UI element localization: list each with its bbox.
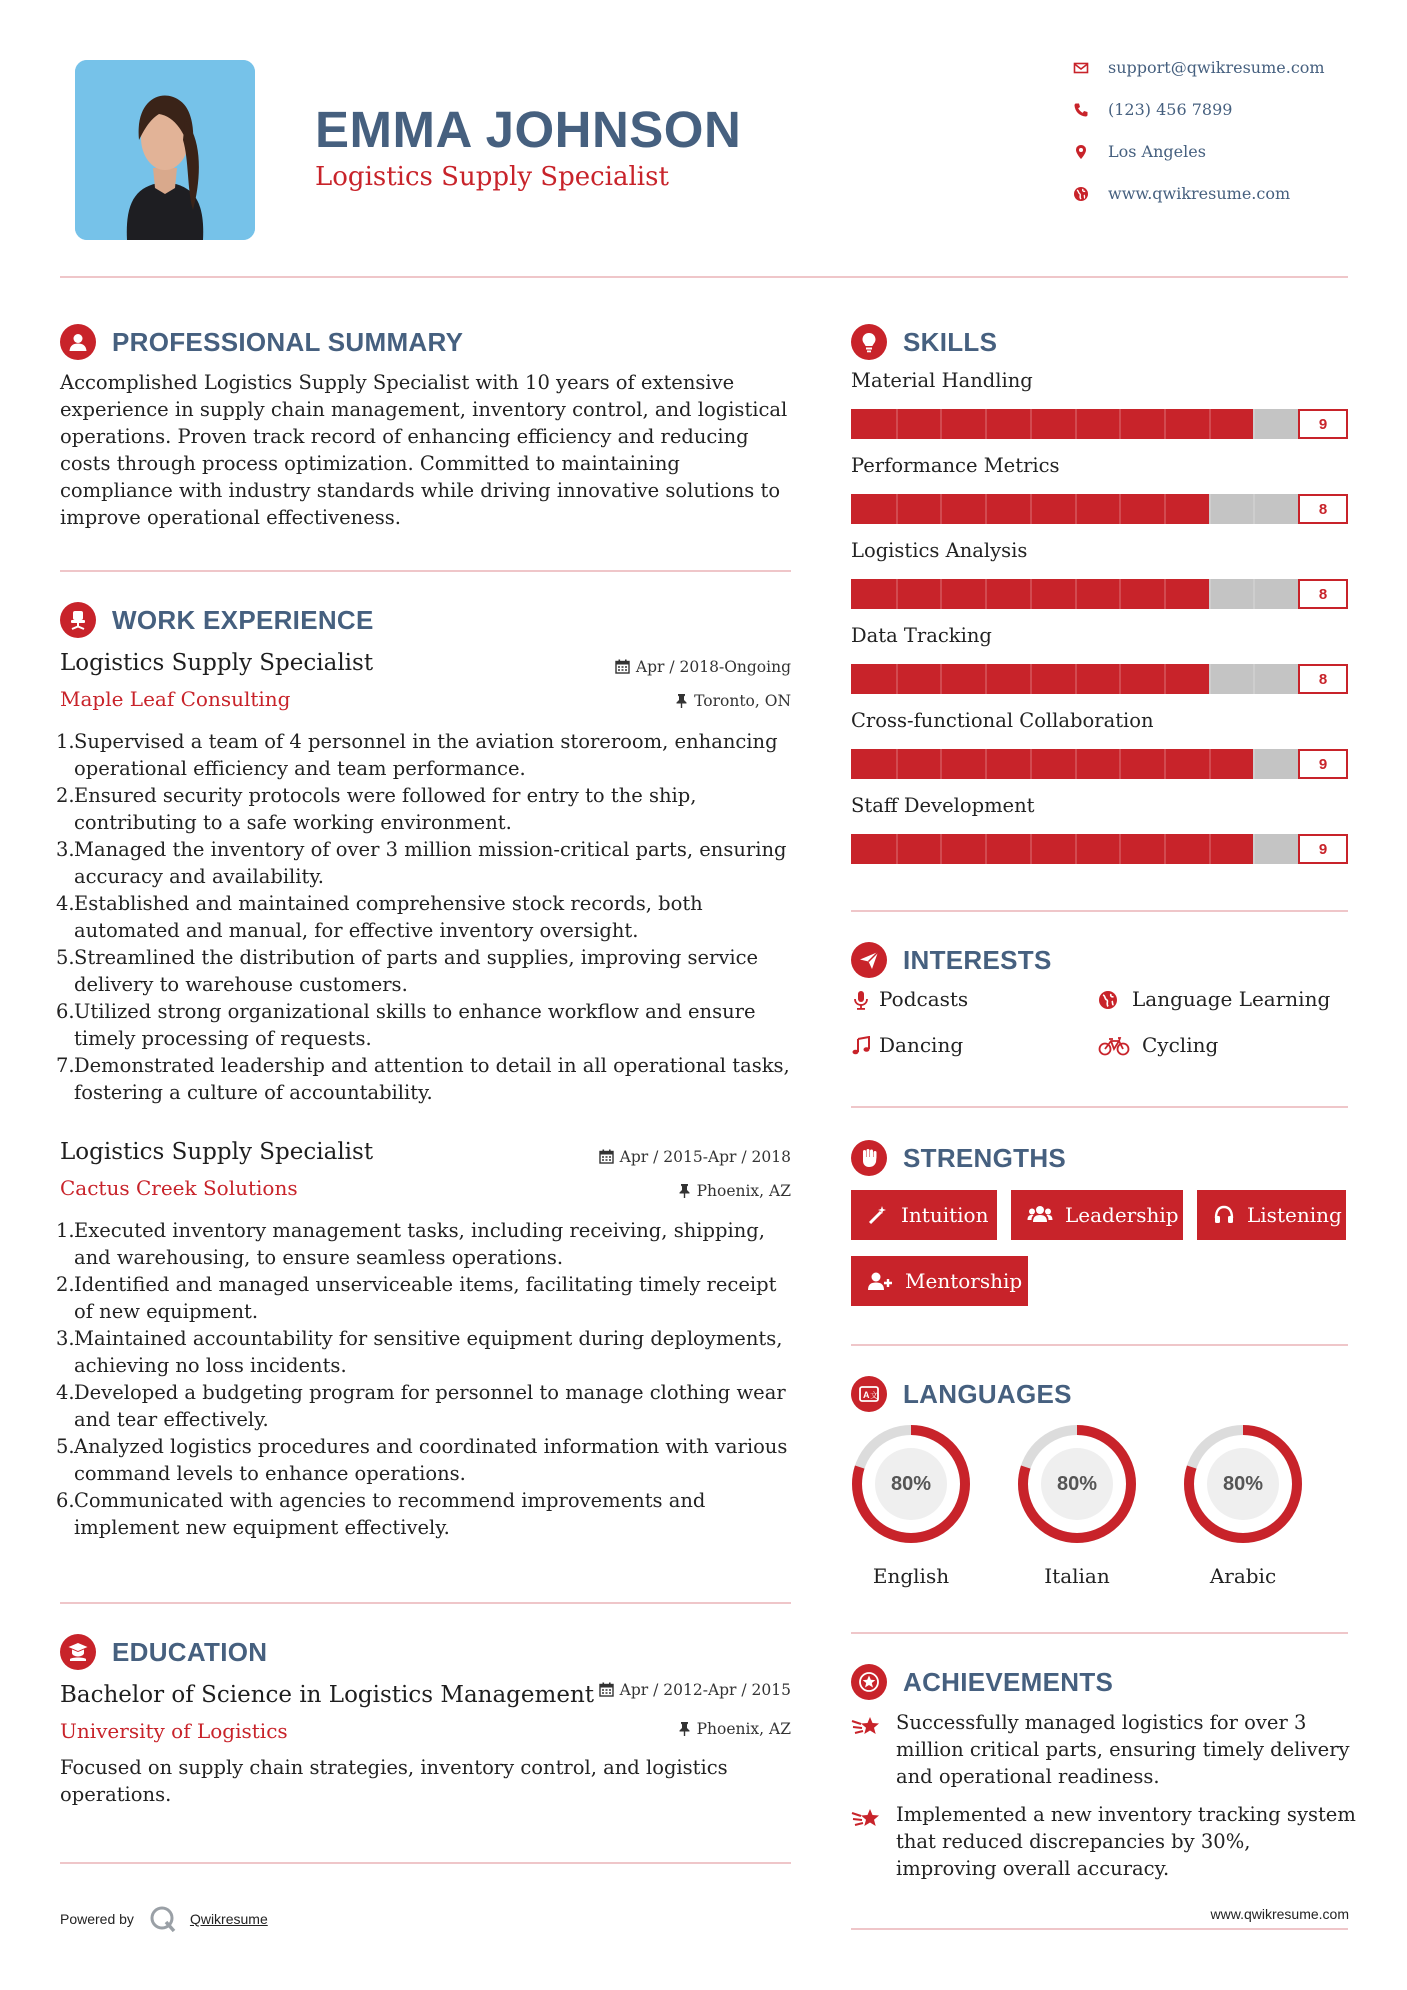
skill-segment-divider <box>1164 409 1166 439</box>
skill-segment-divider <box>1075 834 1077 864</box>
strength-mentorship: Mentorship <box>851 1256 1028 1306</box>
duty-item <box>56 728 796 782</box>
skill-segment-divider <box>1253 409 1255 439</box>
skill-segment-divider <box>1253 664 1255 694</box>
duty-number: 2. <box>56 1273 75 1296</box>
skill-label: Data Tracking <box>851 624 992 647</box>
achievement-1: Successfully managed logistics for over 3 million critical parts, ensuring timely delivery and operational readiness. <box>896 1711 1350 1788</box>
skill-segment-divider <box>1119 834 1121 864</box>
job-2-title: Logistics Supply Specialist <box>60 1139 374 1165</box>
education-location: Phoenix, AZ <box>678 1720 791 1738</box>
skill-label: Logistics Analysis <box>851 539 1028 562</box>
skill-bar <box>851 834 1348 864</box>
skill-segment-divider <box>896 494 898 524</box>
summary-text: Accomplished Logistics Supply Specialist with 10 years of extensive experience in supply chain management, inventory control, and logistical operations. Proven track record of enhancing efficiency and reducing costs through process optimization. Committed to maintaining compliance with industry standards while driving innovative solutions to improve operational effectiveness. <box>60 371 788 529</box>
skill-segment-divider <box>1209 749 1211 779</box>
skill-segment-divider <box>985 579 987 609</box>
user-icon <box>60 324 96 360</box>
job-2-location: Phoenix, AZ <box>678 1182 791 1200</box>
skill-segment-divider <box>940 494 942 524</box>
duty-text: Developed a budgeting program for personnel to manage clothing wear and tear effectively. <box>74 1381 786 1431</box>
skill-segment-divider <box>1030 834 1032 864</box>
skill-bar <box>851 409 1348 439</box>
skill-segment-divider <box>1119 749 1121 779</box>
language-name: Italian <box>1044 1564 1110 1588</box>
skill-fill <box>851 409 1253 439</box>
education-divider <box>60 1862 791 1864</box>
skill-segment-divider <box>1164 749 1166 779</box>
strength-intuition: Intuition <box>851 1190 997 1240</box>
skill-segment-divider <box>1119 409 1121 439</box>
skill-segment-divider <box>940 664 942 694</box>
footer-divider <box>851 1928 1348 1930</box>
skill-segment-divider <box>1253 494 1255 524</box>
duty-item <box>56 782 796 836</box>
summary-divider <box>60 570 791 572</box>
skill-fill <box>851 834 1253 864</box>
strength-listening: Listening <box>1197 1190 1346 1240</box>
skill-score: 8 <box>1298 579 1348 609</box>
music-note-icon <box>851 1036 871 1056</box>
languages-divider <box>851 1632 1348 1634</box>
users-icon <box>1027 1204 1053 1226</box>
language-percent: 80% <box>890 1472 932 1495</box>
star-badge-icon <box>851 1664 887 1700</box>
qwikresume-link[interactable]: Qwikresume <box>189 1911 268 1927</box>
duty-text: Streamlined the distribution of parts and supplies, improving service delivery to warehouse customers. <box>74 946 759 996</box>
skill-segment-divider <box>1209 664 1211 694</box>
svg-text:A: A <box>863 1390 870 1400</box>
experience-heading: WORK EXPERIENCE <box>60 602 374 638</box>
duty-text: Communicated with agencies to recommend improvements and implement new equipment effectively. <box>74 1489 706 1539</box>
duty-item <box>56 998 796 1052</box>
degree-title: Bachelor of Science in Logistics Management <box>60 1682 594 1708</box>
skill-label: Cross-functional Collaboration <box>851 709 1154 732</box>
skill-segment-divider <box>896 409 898 439</box>
duty-text: Established and maintained comprehensive stock records, both automated and manual, for effective inventory oversight. <box>74 892 703 942</box>
duty-item <box>56 944 796 998</box>
skill-segment-divider <box>985 409 987 439</box>
duty-item <box>56 1379 796 1433</box>
summary-heading: PROFESSIONAL SUMMARY <box>60 324 463 360</box>
footer-website[interactable]: www.qwikresume.com <box>1210 1906 1349 1922</box>
svg-text:文: 文 <box>870 1391 878 1400</box>
skill-track <box>851 409 1298 439</box>
skill-segment-divider <box>1075 494 1077 524</box>
calendar-icon <box>599 1682 614 1697</box>
skill-segment-divider <box>1253 834 1255 864</box>
skill-segment-divider <box>1030 749 1032 779</box>
skill-segment-divider <box>1164 664 1166 694</box>
skill-bar <box>851 579 1348 609</box>
skill-segment-divider <box>1119 664 1121 694</box>
duty-item <box>56 1487 796 1541</box>
job-1-dates: Apr / 2018-Ongoing <box>615 658 791 676</box>
duty-number: 6. <box>56 1000 75 1023</box>
skill-score: 8 <box>1298 494 1348 524</box>
achievement-2: Implemented a new inventory tracking system that reduced discrepancies by 30%, improving overall accuracy. <box>896 1803 1356 1880</box>
skill-segment-divider <box>1119 579 1121 609</box>
school-name: University of Logistics <box>60 1719 288 1743</box>
skill-segment-divider <box>1164 579 1166 609</box>
translate-icon <box>851 1376 887 1412</box>
duty-item <box>56 1271 796 1325</box>
language-name: English <box>872 1564 950 1588</box>
skills-heading: SKILLS <box>851 324 997 360</box>
skill-segment-divider <box>1209 409 1211 439</box>
skill-segment-divider <box>1253 579 1255 609</box>
skill-segment-divider <box>985 834 987 864</box>
duty-text: Maintained accountability for sensitive equipment during deployments, achieving no loss incidents. <box>74 1327 783 1377</box>
bicycle-icon <box>1098 1036 1130 1056</box>
candidate-title: Logistics Supply Specialist <box>315 162 669 192</box>
education-text: Focused on supply chain strategies, inventory control, and logistics operations. <box>60 1756 728 1806</box>
skill-label: Material Handling <box>851 369 1033 392</box>
skill-segment-divider <box>940 579 942 609</box>
shooting-star-icon <box>851 1805 883 1833</box>
skill-segment-divider <box>1164 834 1166 864</box>
skill-segment-divider <box>940 749 942 779</box>
raised-fist-icon <box>851 1140 887 1176</box>
skill-segment-divider <box>940 834 942 864</box>
skill-segment-divider <box>1253 749 1255 779</box>
skill-segment-divider <box>985 494 987 524</box>
candidate-name: EMMA JOHNSON <box>315 101 742 158</box>
strengths-divider <box>851 1344 1348 1346</box>
skill-track <box>851 494 1298 524</box>
job-2-dates: Apr / 2015-Apr / 2018 <box>599 1148 791 1166</box>
job-1-location: Toronto, ON <box>675 692 791 710</box>
skill-fill <box>851 749 1253 779</box>
skill-bar <box>851 749 1348 779</box>
duty-number: 5. <box>56 946 75 969</box>
duty-number: 3. <box>56 1327 75 1350</box>
shooting-star-icon <box>851 1713 883 1741</box>
skill-segment-divider <box>985 664 987 694</box>
skill-score: 9 <box>1298 834 1348 864</box>
interests-divider <box>851 1106 1348 1108</box>
skill-track <box>851 749 1298 779</box>
skill-label: Staff Development <box>851 794 1035 817</box>
paper-plane-icon <box>851 942 887 978</box>
profile-photo <box>75 60 255 240</box>
skill-track <box>851 664 1298 694</box>
duty-number: 5. <box>56 1435 75 1458</box>
skill-segment-divider <box>1030 664 1032 694</box>
job-2-duties <box>56 1217 796 1541</box>
skill-segment-divider <box>1030 579 1032 609</box>
skill-bar <box>851 664 1348 694</box>
skill-segment-divider <box>940 409 942 439</box>
duty-text: Supervised a team of 4 personnel in the aviation storeroom, enhancing operational efficiency and team performance. <box>74 730 778 780</box>
duty-number: 7. <box>56 1054 75 1077</box>
experience-divider <box>60 1602 791 1604</box>
header-divider <box>60 276 1348 278</box>
skill-segment-divider <box>1209 834 1211 864</box>
achievements-heading: ACHIEVEMENTS <box>851 1664 1113 1700</box>
microphone-icon <box>851 990 871 1010</box>
headphones-icon <box>1213 1204 1235 1226</box>
duty-text: Demonstrated leadership and attention to detail in all operational tasks, fostering a culture of accountability. <box>74 1054 790 1104</box>
office-chair-icon <box>60 602 96 638</box>
pushpin-icon <box>678 1721 691 1736</box>
globe-icon <box>1098 990 1118 1010</box>
envelope-icon <box>1073 60 1089 76</box>
duty-number: 3. <box>56 838 75 861</box>
job-1-title: Logistics Supply Specialist <box>60 650 374 676</box>
duty-item <box>56 836 796 890</box>
lightbulb-icon <box>851 324 887 360</box>
duty-item <box>56 1217 796 1271</box>
skill-segment-divider <box>1209 494 1211 524</box>
duty-number: 4. <box>56 892 75 915</box>
skill-score: 9 <box>1298 409 1348 439</box>
phone-icon <box>1073 102 1089 118</box>
skill-label: Performance Metrics <box>851 454 1060 477</box>
skill-segment-divider <box>1075 409 1077 439</box>
skill-segment-divider <box>1030 409 1032 439</box>
calendar-icon <box>599 1149 614 1164</box>
skill-segment-divider <box>985 749 987 779</box>
skill-segment-divider <box>896 579 898 609</box>
job-2-company: Cactus Creek Solutions <box>60 1176 298 1200</box>
map-pin-icon <box>1073 144 1089 160</box>
job-1-company: Maple Leaf Consulting <box>60 687 291 711</box>
powered-by: Powered by Qwikresume <box>60 1904 268 1934</box>
language-item <box>851 1424 971 1588</box>
duty-number: 4. <box>56 1381 75 1404</box>
duty-number: 1. <box>56 730 75 753</box>
pushpin-icon <box>675 693 688 708</box>
skill-segment-divider <box>1209 579 1211 609</box>
skill-segment-divider <box>1075 749 1077 779</box>
calendar-icon <box>615 659 630 674</box>
magic-wand-icon <box>867 1204 889 1226</box>
duty-number: 1. <box>56 1219 75 1242</box>
qwikresume-logo-icon <box>148 1904 178 1934</box>
duty-text: Analyzed logistics procedures and coordinated information with various command levels to enhance operations. <box>74 1435 788 1485</box>
skill-segment-divider <box>1075 579 1077 609</box>
graduate-icon <box>60 1634 96 1670</box>
skill-score: 8 <box>1298 664 1348 694</box>
duty-item <box>56 1325 796 1379</box>
duty-item <box>56 1433 796 1487</box>
duty-text: Identified and managed unserviceable items, facilitating timely receipt of new equipment. <box>74 1273 777 1323</box>
pushpin-icon <box>678 1183 691 1198</box>
skill-segment-divider <box>1164 494 1166 524</box>
strengths-heading: STRENGTHS <box>851 1140 1066 1176</box>
duty-number: 2. <box>56 784 75 807</box>
education-heading: EDUCATION <box>60 1634 267 1670</box>
language-name: Arabic <box>1209 1564 1277 1588</box>
languages-heading: A 文 LANGUAGES <box>851 1376 1072 1412</box>
duty-text: Managed the inventory of over 3 million mission-critical parts, ensuring accuracy and availability. <box>74 838 787 888</box>
skill-segment-divider <box>1075 664 1077 694</box>
globe-icon <box>1073 186 1089 202</box>
language-item <box>1183 1424 1303 1588</box>
skill-segment-divider <box>896 834 898 864</box>
duty-text: Ensured security protocols were followed for entry to the ship, contributing to a safe working environment. <box>74 784 697 834</box>
skill-segment-divider <box>896 664 898 694</box>
skill-segment-divider <box>1119 494 1121 524</box>
duty-text: Utilized strong organizational skills to enhance workflow and ensure timely processing of requests. <box>74 1000 756 1050</box>
interests-heading: INTERESTS <box>851 942 1052 978</box>
duty-item <box>56 890 796 944</box>
language-item <box>1017 1424 1137 1588</box>
skill-track <box>851 579 1298 609</box>
job-1-duties <box>56 728 796 1106</box>
education-dates: Apr / 2012-Apr / 2015 <box>599 1681 791 1699</box>
user-plus-icon <box>867 1270 893 1292</box>
duty-text: Executed inventory management tasks, including receiving, shipping, and warehousing, to ensure seamless operations. <box>74 1219 765 1269</box>
skill-segment-divider <box>896 749 898 779</box>
duty-number: 6. <box>56 1489 75 1512</box>
skill-bar <box>851 494 1348 524</box>
skill-track <box>851 834 1298 864</box>
skill-segment-divider <box>1030 494 1032 524</box>
duty-item <box>56 1052 796 1106</box>
skills-divider <box>851 910 1348 912</box>
language-percent: 80% <box>1222 1472 1264 1495</box>
strength-leadership: Leadership <box>1011 1190 1183 1240</box>
language-percent: 80% <box>1056 1472 1098 1495</box>
skill-score: 9 <box>1298 749 1348 779</box>
